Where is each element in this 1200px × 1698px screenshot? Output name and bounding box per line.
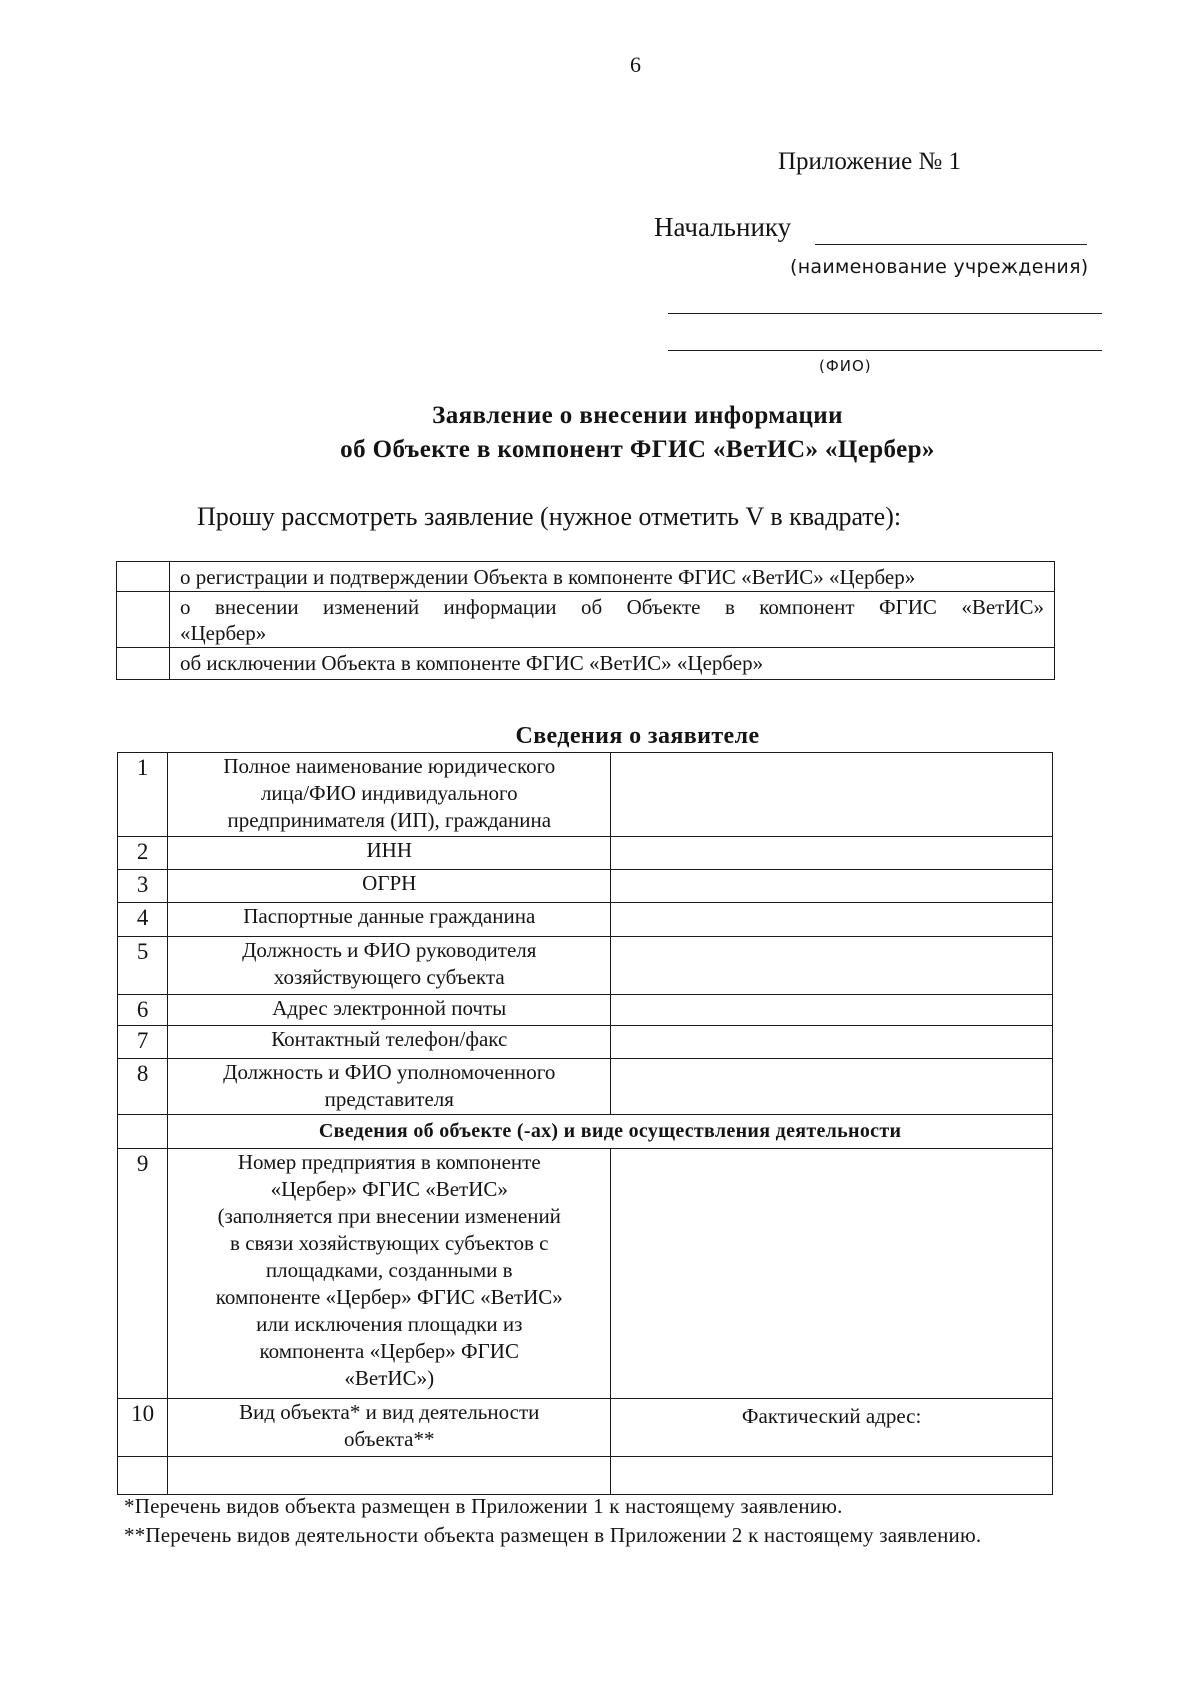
label-line: компоненте «Цербер» ФГИС «ВетИС» [215,1285,563,1309]
document-title-line-1: Заявление о внесении информации [432,402,843,429]
label-line: представителя [324,1087,454,1111]
value-cell-passport[interactable] [611,903,1053,937]
table-row [118,903,1053,937]
value-cell-email[interactable] [611,995,1053,1026]
addressee-label: Начальнику [654,212,792,242]
request-options-table [116,561,1055,680]
label-line: Вид объекта* и вид деятельности [239,1400,540,1424]
row-label-passport: Паспортные данные гражданина [168,903,611,937]
label-line: Должность и ФИО руководителя [242,938,537,962]
option-row [117,592,1055,648]
table-row [118,1059,1053,1115]
option-checkbox-exclusion[interactable] [117,648,170,680]
table-row [118,1149,1053,1399]
table-row [118,1399,1053,1457]
table-row [118,1026,1053,1059]
label-line: Полное наименование юридического [223,754,556,778]
row-label-representative [168,1059,611,1115]
applicant-info-table [117,752,1053,1495]
label-line: предпринимателя (ИП), гражданина [227,808,552,832]
row-number: 8 [118,1059,168,1115]
option-checkbox-changes[interactable] [117,592,170,648]
label-line: хозяйствующего субъекта [273,965,505,989]
row-label-object-type [168,1399,611,1457]
fio-caption: (ФИО) [819,357,872,375]
footnote-object-types: *Перечень видов объекта размещен в Приложении 1 к настоящему заявлению. [124,1494,843,1518]
row-number: 10 [118,1399,168,1457]
row-number: 7 [118,1026,168,1059]
option-label-changes-line1: о внесении изменений информации об Объекте в компонент ФГИС «ВетИС» [180,595,1044,619]
option-label-changes [170,592,1055,648]
actual-address-header: Фактический адрес: [611,1399,1053,1457]
row-number: 6 [118,995,168,1026]
row-number: 4 [118,903,168,937]
label-line: или исключения площадки из [256,1312,523,1336]
label-line: Должность и ФИО уполномоченного [223,1060,556,1084]
value-cell-inn[interactable] [611,837,1053,870]
document-title-line-2: об Объекте в компонент ФГИС «ВетИС» «Цербер» [340,436,935,463]
row-label-inn: ИНН [168,837,611,870]
label-line: Номер предприятия в компоненте [237,1150,541,1174]
table-row [118,937,1053,995]
row-number: 1 [118,753,168,837]
value-cell-full-name[interactable] [611,753,1053,837]
institution-blank-line[interactable] [815,244,1087,245]
row-label-phone: Контактный телефон/факс [168,1026,611,1059]
value-cell-representative[interactable] [611,1059,1053,1115]
label-line: компонента «Цербер» ФГИС [259,1339,519,1363]
table-row [118,1457,1053,1495]
option-label-exclusion: об исключении Объекта в компоненте ФГИС «ВетИС» «Цербер» [170,648,1055,680]
option-checkbox-registration[interactable] [117,562,170,592]
label-line: в связи хозяйствующих субъектов с [230,1231,549,1255]
label-line: «ВетИС») [344,1366,435,1390]
row-number: 5 [118,937,168,995]
row-label-enterprise-number [168,1149,611,1399]
value-cell-actual-address[interactable] [611,1457,1053,1495]
empty-number-cell [118,1457,168,1495]
value-cell-object-type[interactable] [168,1457,611,1495]
option-row [117,562,1055,592]
footnote-activity-types: **Перечень видов деятельности объекта размещен в Приложении 2 к настоящему заявлению. [124,1523,982,1547]
page-number: 6 [630,52,641,77]
table-row [118,753,1053,837]
value-cell-phone[interactable] [611,1026,1053,1059]
row-label-ogrn: ОГРН [168,870,611,903]
appendix-label: Приложение № 1 [778,148,962,175]
row-label-director [168,937,611,995]
fio-blank-line-1[interactable] [668,313,1102,314]
table-row [118,995,1053,1026]
option-row [117,648,1055,680]
option-label-changes-line2: «Цербер» [180,621,267,645]
institution-caption: (наименование учреждения) [790,256,1089,278]
fio-blank-line-2[interactable] [668,350,1102,351]
row-label-email: Адрес электронной почты [168,995,611,1026]
object-section-title: Сведения об объекте (-ах) и виде осуществления деятельности [168,1115,1053,1149]
value-cell-director[interactable] [611,937,1053,995]
label-line: лица/ФИО индивидуального [260,781,518,805]
value-cell-enterprise-number[interactable] [611,1149,1053,1399]
label-line: (заполняется при внесении изменений [217,1204,561,1228]
label-line: «Цербер» ФГИС «ВетИС» [270,1177,508,1201]
option-label-registration: о регистрации и подтверждении Объекта в компоненте ФГИС «ВетИС» «Цербер» [170,562,1055,592]
value-cell-ogrn[interactable] [611,870,1053,903]
label-line: площадками, созданными в [265,1258,513,1282]
empty-number-cell [118,1115,168,1149]
label-line: объекта** [343,1427,435,1451]
table-row [118,1115,1053,1149]
row-number: 9 [118,1149,168,1399]
table-row [118,870,1053,903]
row-label-full-name [168,753,611,837]
request-text: Прошу рассмотреть заявление (нужное отметить V в квадрате): [197,502,902,531]
applicant-section-title: Сведения о заявителе [515,723,760,749]
table-row [118,837,1053,870]
row-number: 2 [118,837,168,870]
row-number: 3 [118,870,168,903]
